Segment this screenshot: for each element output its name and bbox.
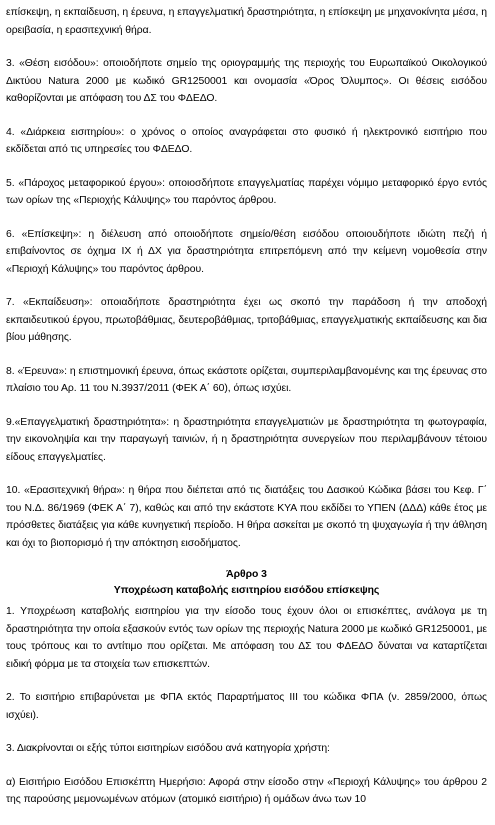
paragraph-definition-7: 7. «Εκπαίδευση»: οποιαδήποτε δραστηριότητα έχει ως σκοπό την παράδοση ή την αποδοχή εκπαιδευτικού έργου, πρωτοβάθμιας, δευτεροβάθμιας, τριτοβάθμιας, επαγγελματικής εκπαίδευσης και δια βίου μάθησης.	[6, 297, 487, 343]
paragraph-article3-3a: α) Εισιτήριο Εισόδου Επισκέπτη Ημερήσιο: Αφορά στην είσοδο στην «Περιοχή Κάλυψης» του άρθρου 2 της παρούσης μεμονωμένων ατόμων (ατομικό εισιτήριο) ή ομάδων άνω των 10	[6, 776, 487, 805]
paragraph-definition-10: 10. «Ερασιτεχνική θήρα»: η θήρα που διέπεται από τις διατάξεις του Δασικού Κώδικα βάσει του Κεφ. Γ΄ του Ν.Δ. 86/1969 (ΦΕΚ Α΄ 7), καθώς και από την εκάστοτε ΚΥΑ που εκδίδει το ΥΠΕΝ (ΔΔΔ) κάθε έτος με πρόσθετες διατάξεις για κάθε κυνηγετική περίοδο. Η θήρα ασκείται με σκοπό τη ψυχαγωγία ή την άθληση και όχι το βιοπορισμό ή την απόκτηση εισοδήματος.	[6, 485, 487, 549]
paragraph-definition-8: 8. «Έρευνα»: η επιστημονική έρευνα, όπως εκάστοτε ορίζεται, συμπεριλαμβανομένης και της έρευνας στο πλαίσιο του Αρ. 11 του Ν.3937/2011 (ΦΕΚ Α΄ 60), όπως ισχύει.	[6, 365, 487, 394]
paragraph-2-continuation: επίσκεψη, η εκπαίδευση, η έρευνα, η επαγγελματική δραστηριότητα, η επίσκεψη με μηχανοκίνητα μέσα, η ορειβασία, η ερασιτεχνική θήρα.	[6, 7, 487, 36]
article-title: Υποχρέωση καταβολής εισιτηρίου εισόδου επίσκεψης	[113, 585, 380, 596]
document-page	[6, 4, 487, 825]
article-number: Άρθρο 3	[226, 569, 267, 580]
paragraph-article3-1: 1. Υποχρέωση καταβολής εισιτηρίου για την είσοδο τους έχουν όλοι οι επισκέπτες, ανάλογα με τη δραστηριότητα την οποία εξασκούν εντός των ορίων της περιοχής Natura 2000 με κωδικό GR1250001, με τους τρόπους και το αντίτιμο που ορίζεται. Με απόφαση του ΔΣ του ΦΔΕΔΟ δύναται να καταρτίζεται ειδική φόρμα με τα στοιχεία των επισκεπτών.	[6, 606, 487, 670]
paragraph-definition-9: 9.«Επαγγελματική δραστηριότητα»: η δραστηριότητα επαγγελματιών με δραστηριότητα τη φωτογραφία, την εικονοληψία και την παραγωγή ταινιών, ή η δραστηριότητα συνεργείων που περιλαμβάνουν τέτοιου είδους επαγγελματίες.	[6, 416, 487, 463]
paragraph-definition-5: 5. «Πάροχος μεταφορικού έργου»: οποιοσδήποτε επαγγελματίας παρέχει νόμιμο μεταφορικό έργο εντός των ορίων της «Περιοχής Κάλυψης» του παρόντος άρθρου.	[6, 177, 487, 206]
paragraph-definition-3: 3. «Θέση εισόδου»: οποιοδήποτε σημείο της οριογραμμής της περιοχής του Ευρωπαϊκού Οικολογικού Δικτύου Natura 2000 με κωδικό GR1250001 και ονομασία «Όρος Όλυμπος». Οι θέσεις εισόδου καθορίζονται με απόφαση του ΔΣ του ΦΔΕΔΟ.	[6, 58, 487, 104]
paragraph-definition-4: 4. «Διάρκεια εισιτηρίου»: ο χρόνος ο οποίος αναγράφεται στο φυσικό ή ηλεκτρονικό εισιτήριο που εκδίδεται από τις υπηρεσίες του ΦΔΕΔΟ.	[6, 126, 487, 155]
paragraph-article3-2: 2. Το εισιτήριο επιβαρύνεται με ΦΠΑ εκτός Παραρτήματος ΙΙΙ του κώδικα ΦΠΑ (ν. 2859/2000, όπως ισχύει).	[6, 692, 487, 721]
paragraph-article3-3: 3. Διακρίνονται οι εξής τύποι εισιτηρίων εισόδου ανά κατηγορία χρήστη:	[6, 743, 330, 754]
paragraph-definition-6: 6. «Επίσκεψη»: η διέλευση από οποιοδήποτε σημείο/θέση εισόδου οποιουδήποτε ιδιώτη πεζή ή επιβαίνοντος σε όχημα ΙΧ ή ΔΧ για δραστηριότητα επιτρεπόμενη από την κείμενη νομοθεσία στην «Περιοχή Κάλυψης» του παρόντος άρθρου.	[6, 228, 487, 275]
